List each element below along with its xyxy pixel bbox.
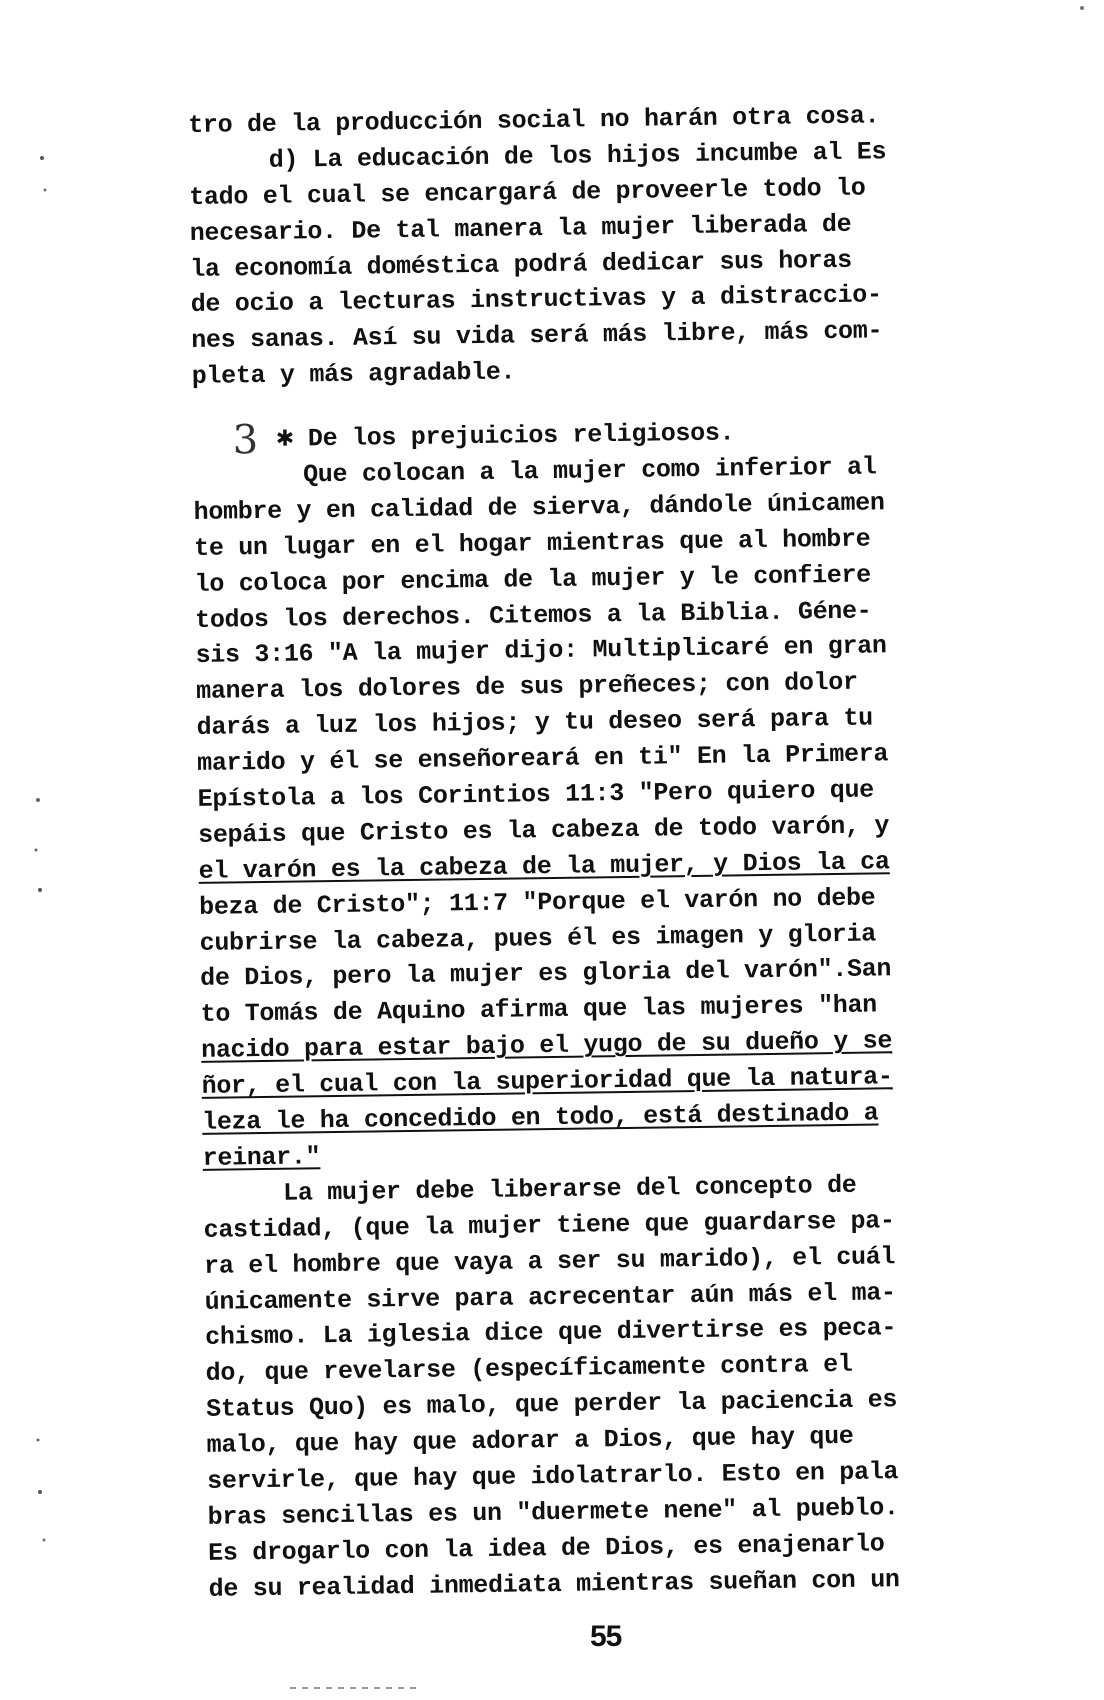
text-line underlined-quote: el varón es la cabeza de la mujer, y Dios la ca	[198, 847, 890, 886]
text-line: pleta y más agradable.	[191, 357, 516, 392]
text-line: servirle, que hay que idolatrarlo. Esto en pala	[206, 1457, 899, 1496]
section-heading-text: De los prejuicios religiosos.	[307, 418, 735, 454]
text-line: tro de la producción social no harán otra cosa.	[188, 101, 880, 140]
text-line: necesario. De tal manera la mujer liberada de	[189, 209, 852, 248]
text-line: de su realidad inmediata mientras sueñan con un	[208, 1564, 900, 1604]
text-line: bras sencillas es un "duermete nene" al pueblo.	[207, 1493, 899, 1532]
text-line: de Dios, pero la mujer es gloria del varón".San	[199, 954, 892, 994]
text-line: te un lugar en el hogar mientras que al hombre	[193, 524, 871, 563]
text-line: únicamente sirve para acrecentar aún más el ma-	[204, 1277, 896, 1317]
text-line underlined-quote: leza le ha concedido en todo, está destinado a	[201, 1098, 879, 1137]
text-line: to Tomás de Aquino afirma que las mujeres "han	[200, 990, 878, 1030]
text-line: tado el cual se encargará de proveerle todo lo	[189, 173, 866, 212]
text-line: Que colocan a la mujer como inferior al	[302, 452, 877, 490]
text-line underlined-quote: nacido para estar bajo el yugo de su dueño y se	[200, 1026, 893, 1066]
text-line: sepáis que Cristo es la cabeza de todo varón, y	[197, 811, 890, 850]
text-line: de ocio a lecturas instructivas y a distraccio-	[190, 280, 882, 320]
text-line: malo, que hay que adorar a Dios, que hay que	[206, 1421, 854, 1460]
text-line: beza de Cristo"; 11:7 "Porque el varón no debe	[198, 883, 876, 922]
text-line: d) La educación de los hijos incumbe al Es	[268, 137, 887, 175]
text-line: castidad, (que la mujer tiene que guardarse pa-	[203, 1205, 895, 1245]
text-line: La mujer debe liberarse del concepto de	[282, 1170, 857, 1208]
text-line underlined-quote: darás a luz los hijos; y tu deseo será para tu	[196, 703, 874, 743]
text-line: manera los dolores de sus preñeces; con dolor	[195, 668, 858, 707]
text-line underlined-quote: marido y él se enseñoreará en ti" En la Primera	[196, 739, 889, 779]
text-line: Status Quo) es malo, que perder la paciencia es	[205, 1385, 898, 1425]
bullet-icon: ✱	[275, 426, 295, 452]
text-line: nes sanas. Así su vida será más libre, más com-	[191, 316, 883, 356]
text-line: Es drogarlo con la idea de Dios, es enajenarlo	[207, 1529, 885, 1568]
text-line underlined-quote: ñor, el cual con la superioridad que la natura-	[201, 1062, 893, 1102]
text-line: do, que revelarse (específicamente contra el	[205, 1350, 853, 1389]
text-line: chismo. La iglesia dice que divertirse es peca-	[204, 1313, 897, 1353]
text-line: sis 3:16 "A la mujer dijo: Multiplicaré en gran	[195, 631, 887, 671]
text-line: Epístola a los Corintios 11:3 "Pero quiero que	[197, 775, 875, 814]
body-text	[188, 97, 999, 1607]
text-line: todos los derechos. Citemos a la Biblia. Géne-	[194, 596, 872, 635]
handwritten-section-number: 3	[232, 417, 259, 464]
text-line: cubrirse la cabeza, pues él es imagen y gloria	[199, 919, 877, 958]
text-line: ra el hombre que vaya a ser su marido), el cuál	[203, 1241, 896, 1281]
text-line: la economía doméstica podrá dedicar sus horas	[190, 245, 853, 284]
text-line underlined-quote: reinar."	[202, 1142, 321, 1173]
text-line: lo coloca por encima de la mujer y le confiere	[194, 560, 872, 599]
text-line: hombre y en calidad de sierva, dándole únicamen	[193, 488, 885, 527]
page-number: 55	[590, 1620, 622, 1653]
